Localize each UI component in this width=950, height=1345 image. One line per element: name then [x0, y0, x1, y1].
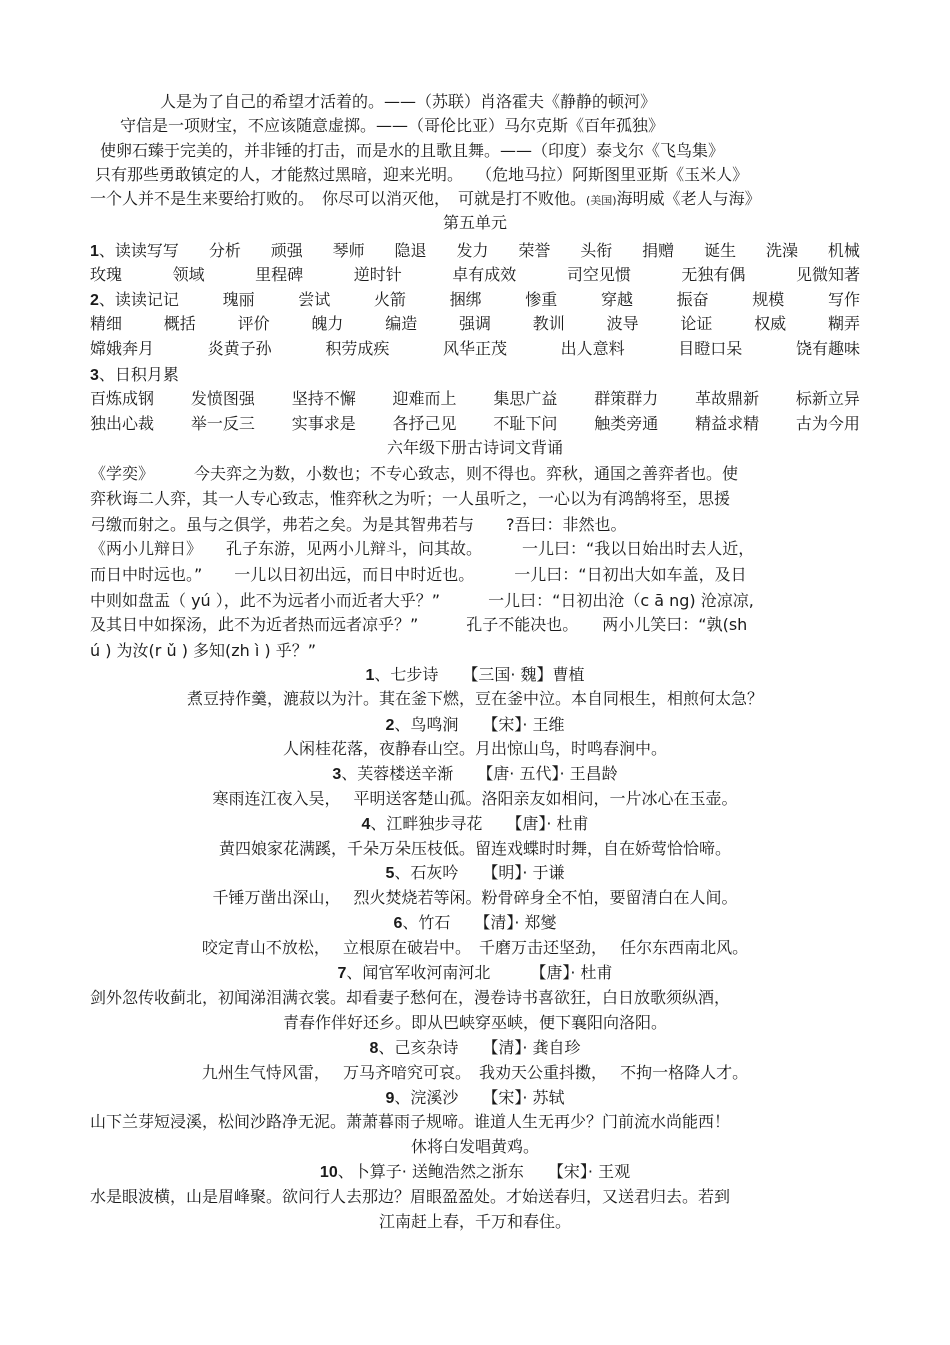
- idiom: 举一反三: [190, 414, 255, 433]
- word: 论证: [680, 314, 713, 333]
- sec3-heading: [90, 364, 179, 386]
- word: 逆时针: [353, 265, 402, 284]
- poem-title: [0, 714, 950, 736]
- idiom: 不耻下问: [493, 414, 558, 433]
- word: 出人意料: [560, 339, 625, 358]
- poem-number: 9: [385, 1090, 395, 1107]
- poem-title: [0, 912, 950, 934]
- classical-line: 《学奕》 今夫弈之为数，小数也；不专心致志，则不得也。弈秋，通国之善弈者也。使: [90, 464, 739, 483]
- sec3-title: 、日积月累: [98, 365, 179, 384]
- classical-line: 弈秋诲二人弈，其一人专心致志，惟弈秋之为听；一人虽听之，一心以为有鸿鹄将至，思援: [90, 489, 731, 508]
- idiom: 精益求精: [695, 414, 760, 433]
- word: 波导: [606, 314, 639, 333]
- idiom: 独出心裁: [90, 414, 155, 433]
- word: 捆绑: [449, 290, 482, 309]
- sec1-number: 1: [90, 243, 99, 260]
- sec2-heading: [90, 289, 179, 311]
- idiom: 各抒己见: [392, 414, 457, 433]
- poem-number: 4: [361, 816, 371, 833]
- poem-line: 千锤万凿出深山， 烈火焚烧若等闲。粉骨碎身全不怕，要留清白在人间。: [212, 888, 738, 907]
- poem-title: [0, 1087, 950, 1109]
- word: 分析: [208, 241, 241, 260]
- word: 饶有趣味: [795, 339, 860, 358]
- poem-line: 咬定青山不放松， 立根原在破岩中。 千磨万击还坚劲， 任尔东西南北风。: [201, 938, 749, 957]
- word: 捐赠: [642, 241, 675, 260]
- idiom: 发愤图强: [190, 389, 255, 408]
- classical-line: 弓缴而射之。虽与之俱学，弗若之矣。为是其智弗若与 ?吾曰：非然也。: [90, 515, 627, 534]
- poem-line: 山下兰芽短浸溪，松间沙路净无泥。萧萧暮雨子规啼。谁道人生无再少？门前流水尚能西！: [90, 1112, 731, 1131]
- poem-number: 6: [393, 915, 403, 932]
- sec1-row1: [90, 240, 860, 262]
- word: 糊弄: [827, 314, 860, 333]
- word: 隐退: [394, 241, 427, 260]
- poem-title: [0, 664, 950, 686]
- word: 诞生: [704, 241, 737, 260]
- word: 振奋: [676, 290, 709, 309]
- poem-number: 8: [369, 1040, 379, 1057]
- quote-2: 守信是一项财宝，不应该随意虚掷。——（哥伦比亚）马尔克斯《百年孤独》: [120, 116, 665, 135]
- word: 目瞪口呆: [678, 339, 743, 358]
- poem-heading: 、闻官军收河南河北 【唐】· 杜甫: [346, 963, 613, 982]
- word: 顽强: [270, 241, 303, 260]
- poem-line: 剑外忽传收蓟北，初闻涕泪满衣裳。却看妻子愁何在，漫卷诗书喜欲狂，白日放歌须纵酒，: [90, 988, 731, 1007]
- idiom: 百炼成钢: [90, 389, 155, 408]
- idiom: 群策群力: [594, 389, 659, 408]
- word: 惨重: [525, 290, 558, 309]
- sec2-number: 2: [90, 292, 99, 309]
- sec3-row1: [90, 388, 860, 410]
- word: 权威: [754, 314, 787, 333]
- word: 瑰丽: [222, 290, 255, 309]
- sec2-row2: [90, 313, 860, 335]
- sec3-number: 3: [90, 367, 99, 384]
- poem-line: 九州生气恃风雷， 万马齐喑究可哀。 我劝天公重抖擞， 不拘一格降人才。: [201, 1063, 749, 1082]
- word: 精细: [90, 314, 123, 333]
- poem-title: [0, 1161, 950, 1183]
- poem-line: 煮豆持作羹，漉菽以为汁。萁在釜下燃，豆在釜中泣。本自同根生，相煎何太急？: [186, 689, 763, 708]
- poem-line: 江南赶上春，千万和春住。: [378, 1212, 571, 1231]
- poem-heading: 、芙蓉楼送辛渐 【唐· 五代】· 王昌龄: [341, 764, 618, 783]
- word: 魄力: [311, 314, 344, 333]
- idiom: 标新立异: [795, 389, 860, 408]
- poem-title: [0, 813, 950, 835]
- word: 风华正茂: [442, 339, 507, 358]
- classical-line: 《两小儿辩日》 孔子东游，见两小儿辩斗，问其故。 一儿曰：“我以日始出时去人近，: [90, 539, 755, 558]
- sec1-row2: [90, 264, 860, 286]
- word: 概括: [163, 314, 196, 333]
- poem-number: 3: [332, 766, 342, 783]
- poem-line: 人闲桂花落，夜静春山空。月出惊山鸟，时鸣春涧中。: [282, 739, 667, 758]
- quote-4: 只有那些勇敢镇定的人，才能熬过黑暗，迎来光明。 （危地马拉）阿斯图里亚斯《玉米人》: [95, 165, 749, 184]
- word: 嫦娥奔月: [90, 339, 155, 358]
- poem-line: 青春作伴好还乡。即从巴峡穿巫峡，便下襄阳向洛阳。: [282, 1013, 667, 1032]
- poem-heading: 、浣溪沙 【宋】· 苏轼: [394, 1088, 565, 1107]
- quote-3: 使卵石臻于完美的，并非锤的打击，而是水的且歌且舞。——（印度）泰戈尔《飞鸟集》: [100, 141, 725, 160]
- word: 琴师: [332, 241, 365, 260]
- poem-number: 5: [385, 865, 395, 882]
- poem-title: [0, 763, 950, 785]
- word: 玫瑰: [90, 265, 123, 284]
- word: 强调: [458, 314, 491, 333]
- word: 积劳成疾: [325, 339, 390, 358]
- classical-line: 而日中时远也。” 一儿以日初出远，而日中时近也。 一儿曰：“日初出大如车盖，及日: [90, 565, 747, 584]
- poem-number: 7: [337, 965, 347, 982]
- sec1-title: 、读读写写: [98, 241, 179, 260]
- sec2-row1: [90, 289, 860, 311]
- poem-heading: 、七步诗 【三国· 魏】曹植: [374, 665, 585, 684]
- word: 洗澡: [765, 241, 798, 260]
- classical-line: 中则如盘盂（ yú ），此不为远者小而近者大乎？” 一儿曰：“日初出沧（c ā ng) 沧凉凉,: [90, 591, 754, 610]
- poem-number: 10: [319, 1164, 338, 1181]
- poem-title: [0, 962, 950, 984]
- word: 荣誉: [518, 241, 551, 260]
- word: 里程碑: [255, 265, 304, 284]
- word: 炎黄子孙: [207, 339, 272, 358]
- poem-line: 寒雨连江夜入吴， 平明送客楚山孤。洛阳亲友如相问，一片冰心在玉壶。: [212, 789, 738, 808]
- poem-heading: 、己亥杂诗 【清】· 龚自珍: [378, 1038, 581, 1057]
- quote-1: 人是为了自己的希望才活着的。——（苏联）肖洛霍夫《静静的顿河》: [160, 92, 657, 111]
- quote-5-text: 一个人并不是生来要给打败的。 你尽可以消灭他， 可就是打不败他。: [90, 189, 587, 208]
- poem-number: 2: [385, 717, 395, 734]
- sec1-heading: [90, 240, 179, 262]
- word: 见微知著: [795, 265, 860, 284]
- idiom: 古为今用: [795, 414, 860, 433]
- word: 尝试: [298, 290, 331, 309]
- word: 教训: [532, 314, 565, 333]
- classical-line: ú ) 为汝(r ǔ ) 多知(zh ì ) 乎？”: [90, 641, 317, 660]
- poem-heading: 、竹石 【清】· 郑燮: [402, 913, 557, 932]
- idiom: 革故鼎新: [695, 389, 760, 408]
- sec3-row2: [90, 413, 860, 435]
- unit-title: 第五单元: [442, 213, 507, 232]
- idiom: 集思广益: [493, 389, 558, 408]
- poem-number: 1: [365, 667, 375, 684]
- word: 无独有偶: [681, 265, 746, 284]
- word: 司空见惯: [566, 265, 631, 284]
- idiom: 迎难而上: [392, 389, 457, 408]
- poem-title: [0, 1037, 950, 1059]
- word: 写作: [827, 290, 860, 309]
- sec2-row3: [90, 338, 860, 360]
- poem-heading: 、石灰吟 【明】· 于谦: [394, 863, 565, 882]
- poem-line: 休将白发唱黄鸡。: [410, 1137, 539, 1156]
- word: 发力: [456, 241, 489, 260]
- poem-line: 黄四娘家花满蹊，千朵万朵压枝低。留连戏蝶时时舞，自在娇莺恰恰啼。: [218, 839, 731, 858]
- sec2-title: 、读读记记: [98, 290, 179, 309]
- quote-5-country: (美国): [586, 194, 617, 207]
- word: 机械: [827, 241, 860, 260]
- poem-line: 水是眼波横，山是眉峰聚。欲问行人去那边？眉眼盈盈处。才始送春归，又送君归去。若到: [90, 1187, 731, 1206]
- idiom: 实事求是: [291, 414, 356, 433]
- word: 头衔: [580, 241, 613, 260]
- word: 评价: [237, 314, 270, 333]
- poem-title: [0, 862, 950, 884]
- poem-heading: 、江畔独步寻花 【唐】· 杜甫: [370, 814, 589, 833]
- word: 卓有成效: [452, 265, 517, 284]
- word: 编造: [385, 314, 418, 333]
- word: 规模: [752, 290, 785, 309]
- quote-5: [90, 188, 761, 210]
- word: 穿越: [600, 290, 633, 309]
- poem-heading: 、卜算子· 送鲍浩然之浙东 【宋】· 王观: [337, 1162, 631, 1181]
- word: 火箭: [373, 290, 406, 309]
- word: 领域: [172, 265, 205, 284]
- idiom: 触类旁通: [594, 414, 659, 433]
- poetry-title: 六年级下册古诗词文背诵: [386, 438, 563, 457]
- quote-5-author: 海明威《老人与海》: [616, 189, 761, 208]
- poem-heading: 、鸟鸣涧 【宋】· 王维: [394, 715, 565, 734]
- classical-line: 及其日中如探汤，此不为近者热而远者凉乎？” 孔子不能决也。 两小儿笑曰：“孰(sh: [90, 615, 748, 634]
- idiom: 坚持不懈: [291, 389, 356, 408]
